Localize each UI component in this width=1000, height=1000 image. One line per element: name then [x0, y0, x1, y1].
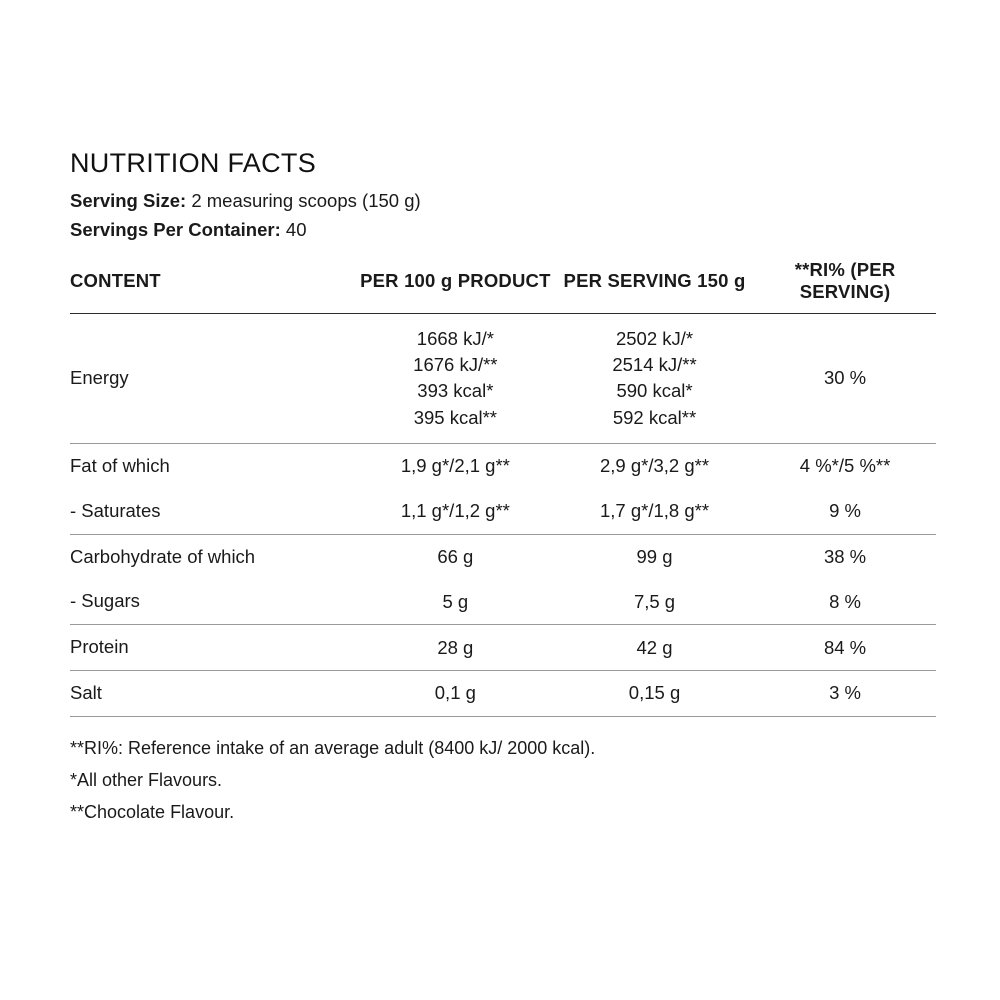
value-line: 2502 kJ/*: [615, 327, 694, 349]
table-row: [70, 579, 936, 624]
serving-size-line: [70, 189, 936, 214]
row-per-serving: [555, 313, 754, 443]
row-label: Carbohydrate of which: [70, 545, 256, 567]
row-per-serving: 99 g: [636, 545, 673, 567]
row-per-100g: 1,9 g*/2,1 g**: [400, 455, 510, 477]
footnote: **Chocolate Flavour.: [70, 801, 235, 822]
row-per-serving: 42 g: [555, 625, 754, 671]
value-line: 590 kcal*: [616, 380, 693, 402]
column-header-per-serving: PER SERVING 150 g: [555, 257, 754, 314]
column-header-content: CONTENT: [70, 257, 356, 314]
table-row: [70, 489, 936, 534]
row-label: Energy: [70, 313, 356, 443]
servings-per-container-value: 40: [285, 218, 307, 240]
footnote: *All other Flavours.: [70, 769, 223, 790]
page-title: NUTRITION FACTS: [70, 148, 316, 178]
value-line: 592 kcal**: [612, 406, 697, 428]
row-per-serving: 0,15 g: [555, 671, 754, 717]
table-header: [70, 257, 936, 314]
row-per-100g: [356, 313, 555, 443]
row-per-serving: 2,9 g*/3,2 g**: [600, 455, 710, 477]
row-ri: 4 %*/5 %**: [799, 455, 891, 477]
table-row: [70, 625, 936, 671]
value-line: 395 kcal**: [413, 406, 497, 428]
row-ri: 84 %: [754, 625, 936, 671]
row-label: Protein: [70, 625, 356, 671]
row-per-100g: 66 g: [437, 545, 474, 567]
table-row: [70, 671, 936, 717]
column-header-ri: **RI% (PER SERVING): [754, 257, 936, 314]
column-header-per-100g: PER 100 g PRODUCT: [356, 257, 555, 314]
serving-size-label: Serving Size:: [70, 190, 187, 211]
servings-per-container-line: [70, 218, 936, 243]
table-row: [70, 313, 936, 443]
table-row: [70, 444, 936, 489]
table-body: [70, 313, 936, 716]
table-row: [70, 534, 936, 579]
footnotes: [70, 733, 936, 829]
nutrition-table: [70, 257, 936, 717]
row-ri: 9 %: [754, 489, 936, 534]
row-label: - Sugars: [70, 579, 356, 624]
footnote: **RI%: Reference intake of an average adult (8400 kJ/ 2000 kcal).: [70, 737, 596, 758]
row-ri: 8 %: [754, 579, 936, 624]
row-label: Salt: [70, 671, 356, 717]
value-line: 2514 kJ/**: [612, 354, 697, 376]
row-label: - Saturates: [70, 489, 356, 534]
row-per-serving: 7,5 g: [555, 579, 754, 624]
value-line: 1668 kJ/*: [416, 327, 494, 349]
value-line: 1676 kJ/**: [413, 354, 498, 376]
serving-size-value: 2 measuring scoops (150 g): [191, 190, 421, 211]
row-per-100g: 28 g: [356, 625, 555, 671]
row-per-100g: 0,1 g: [356, 671, 555, 717]
row-ri: 3 %: [754, 671, 936, 717]
row-label: Fat of which: [70, 455, 170, 476]
row-ri: 30 %: [754, 313, 936, 443]
row-ri: 38 %: [823, 545, 867, 567]
value-line: 393 kcal*: [417, 380, 494, 402]
row-per-100g: 1,1 g*/1,2 g**: [356, 489, 555, 534]
table-header-row: [70, 257, 936, 314]
row-per-serving: 1,7 g*/1,8 g**: [555, 489, 754, 534]
nutrition-panel: [70, 148, 936, 829]
servings-per-container-label: Servings Per Container:: [70, 218, 281, 240]
row-per-100g: 5 g: [356, 579, 555, 624]
